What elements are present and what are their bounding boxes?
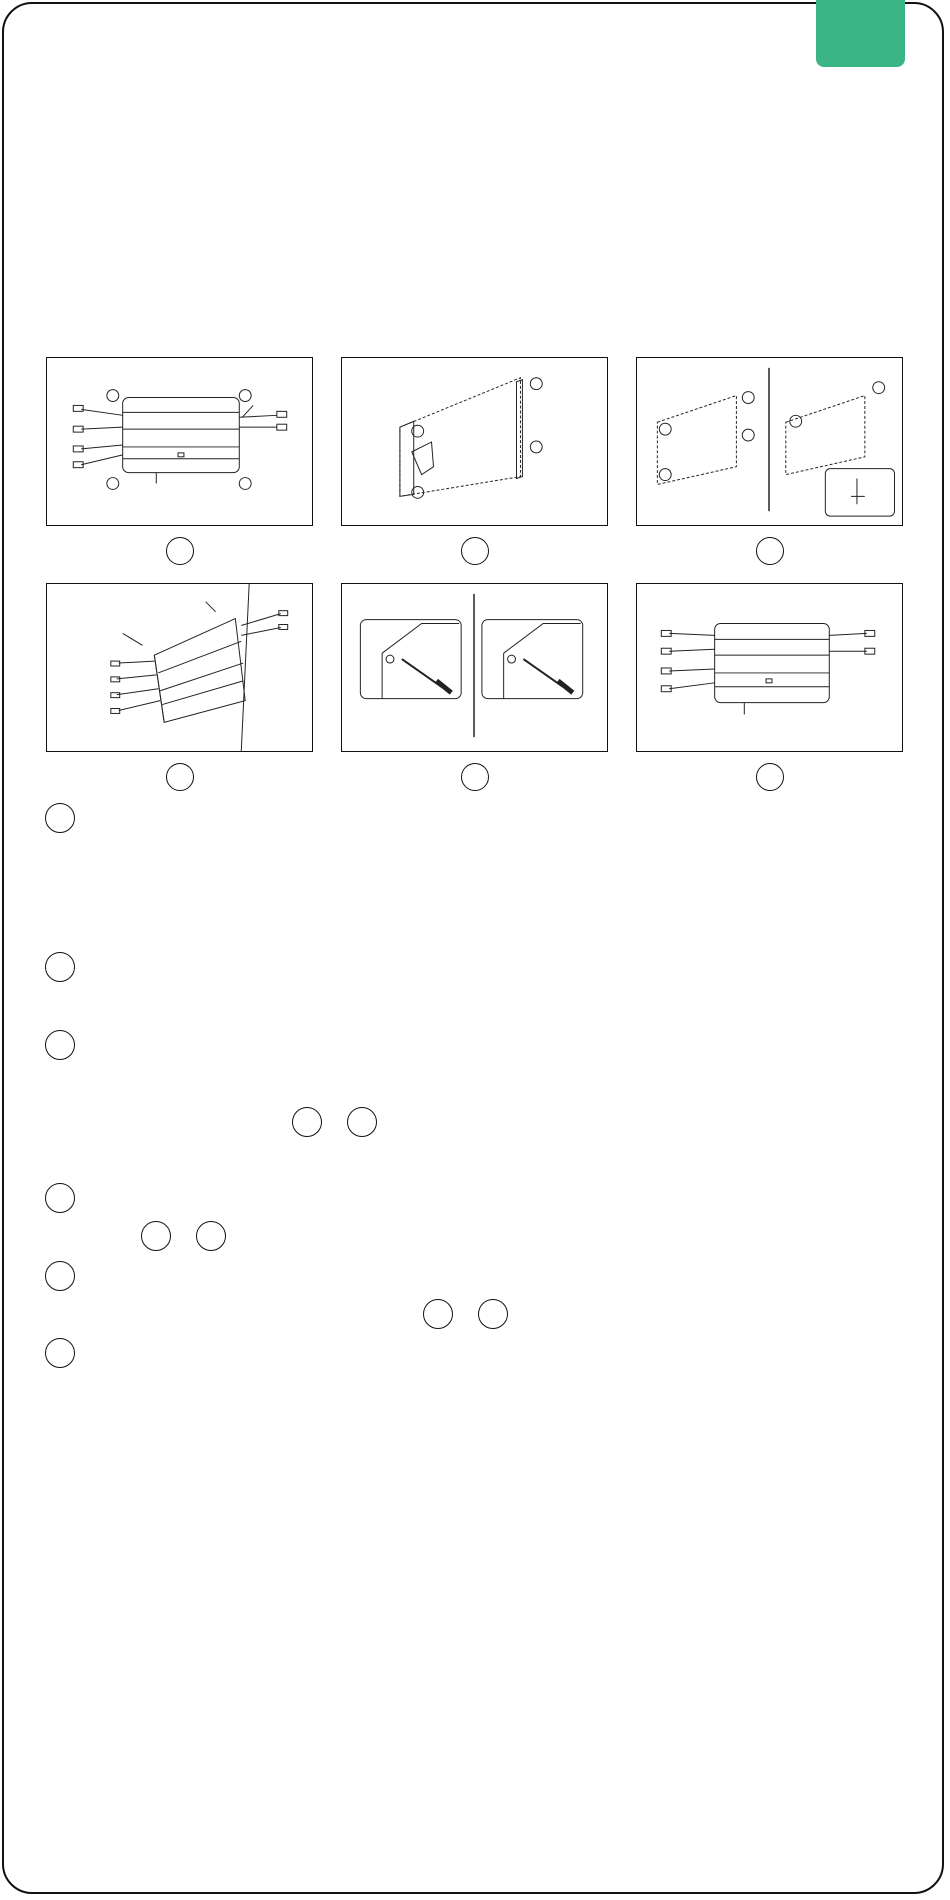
step-3-ref-b [347,1107,377,1137]
figure-label-2 [461,537,489,565]
figure-inverter-hanging [46,583,313,752]
inverter-installed-icon [637,584,902,751]
step-1-marker [45,803,75,833]
figure-label-6 [756,763,784,791]
step-3-ref-a [292,1107,322,1137]
screwdriver-icon [342,584,607,751]
figure-label-4 [166,763,194,791]
figure-bracket-mounting [636,357,903,526]
figure-bracket-marking [341,357,608,526]
step-4-ref-a [141,1221,171,1251]
step-5-marker [45,1261,75,1291]
step-2-marker [45,952,75,982]
inverter-front-icon [47,358,312,525]
figure-inverter-installed [636,583,903,752]
inverter-hang-icon [47,584,312,751]
bracket-icon [342,358,607,525]
step-4-marker [45,1183,75,1213]
section-tab [816,0,905,67]
step-5-ref-b [478,1299,508,1329]
figure-label-5 [461,763,489,791]
step-4-ref-b [196,1221,226,1251]
step-6-marker [45,1338,75,1368]
figure-screw-fastening [341,583,608,752]
bracket-mount-icon [637,358,902,525]
step-3-marker [45,1030,75,1060]
figure-label-1 [166,537,194,565]
step-5-ref-a [423,1299,453,1329]
figure-inverter-front-view [46,357,313,526]
page-frame [2,2,944,1894]
figure-label-3 [756,537,784,565]
